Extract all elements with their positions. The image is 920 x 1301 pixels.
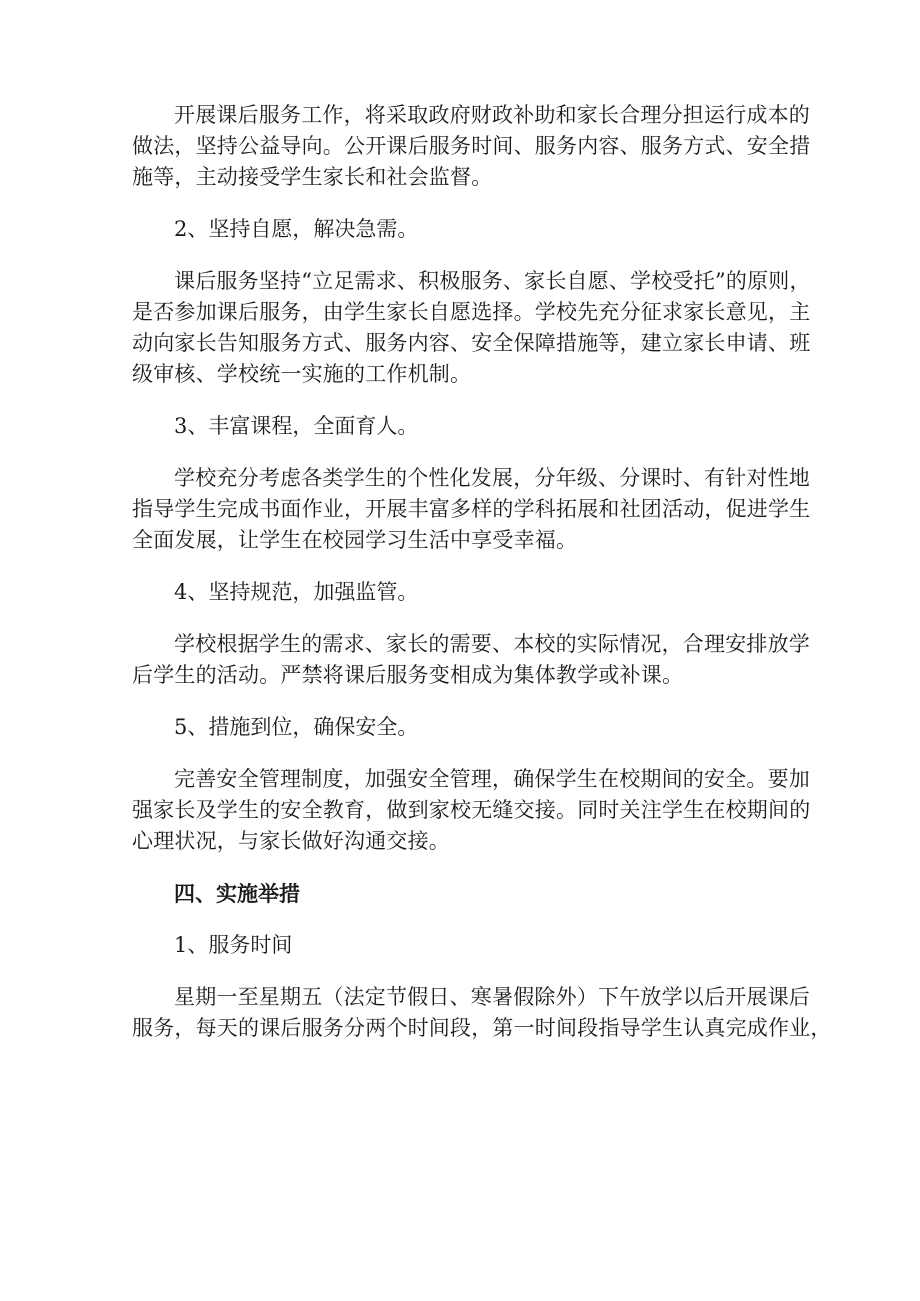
text-line: 学校根据学生的需求、家长的需要、本校的实际情况，合理安排放学 [174,632,810,656]
text-line: 是否参加课后服务，由学生家长自愿选择。学校先充分征求家长意见，主 [132,300,811,324]
text-line: 完善安全管理制度，加强安全管理，确保学生在校期间的安全。要加 [174,767,810,791]
subheading-safety: 5、措施到位，确保安全。 [174,715,419,739]
paragraph-regulation [132,629,810,691]
subheading-service-time: 1、服务时间 [174,933,293,957]
paragraph-curriculum [132,463,811,556]
text-line: 后学生的活动。严禁将课后服务变相成为集体教学或补课。 [132,663,684,687]
text-line: 级审核、学校统一实施的工作机制。 [132,362,472,386]
subheading-regulation: 4、坚持规范，加强监管。 [174,580,419,604]
subheading-voluntary: 2、坚持自愿，解决急需。 [174,217,419,241]
text-line: 动向家长告知服务方式、服务内容、安全保障措施等，建立家长申请、班 [132,331,811,355]
paragraph-voluntary [132,266,811,390]
text-line: 学校充分考虑各类学生的个性化发展，分年级、分课时、有针对性地 [174,466,810,490]
text-line: 心理状况，与家长做好沟通交接。 [132,829,450,853]
section-heading-measures: 四、实施举措 [174,881,300,906]
text-line: 强家长及学生的安全教育，做到家校无缝交接。同时关注学生在校期间的 [132,798,811,822]
document-page [132,100,832,1044]
text-line: 开展课后服务工作，将采取政府财政补助和家长合理分担运行成本的 [174,103,810,127]
paragraph-service-time [132,982,832,1044]
text-line: 做法，坚持公益导向。公开课后服务时间、服务内容、服务方式、安全措 [132,134,811,158]
text-line: 服务，每天的课后服务分两个时间段，第一时间段指导学生认真完成作业， [132,1016,832,1040]
text-line: 全面发展，让学生在校园学习生活中享受幸福。 [132,528,578,552]
text-line: 课后服务坚持“立足需求、积极服务、家长自愿、学校受托”的原则， [174,269,811,293]
paragraph-safety [132,764,811,857]
text-line: 星期一至星期五（法定节假日、寒暑假除外）下午放学以后开展课后 [174,985,810,1009]
text-line: 施等，主动接受学生家长和社会监督。 [132,165,493,189]
text-line: 指导学生完成书面作业，开展丰富多样的学科拓展和社团活动，促进学生 [132,497,811,521]
subheading-curriculum: 3、丰富课程，全面育人。 [174,414,419,438]
paragraph-public-welfare [132,100,811,193]
